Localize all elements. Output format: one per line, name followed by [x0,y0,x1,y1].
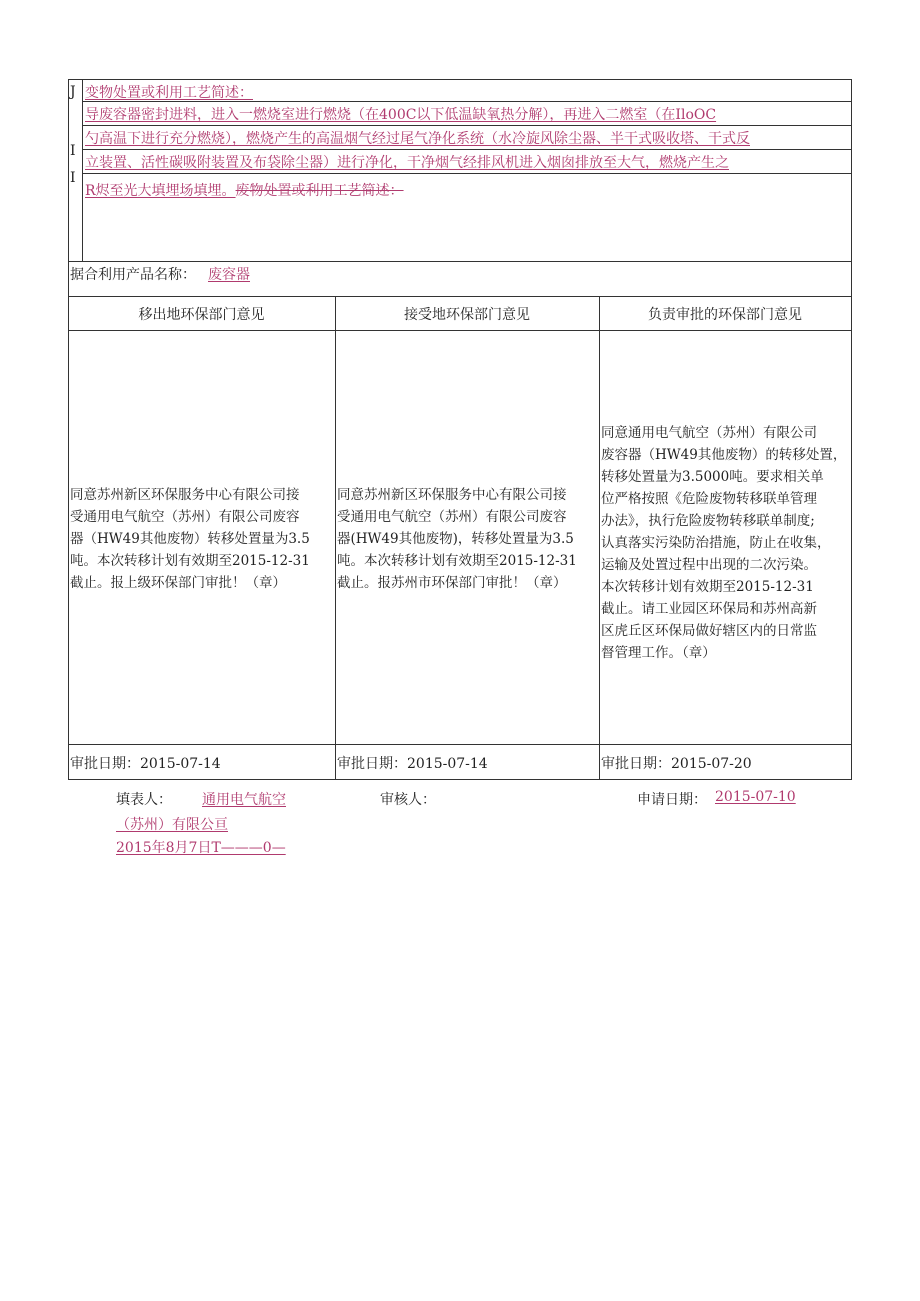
row-separator [82,125,851,126]
opinion-line: 同意苏州新区环保服务中心有限公司接 [337,487,567,503]
table-left-border [68,296,69,779]
process-line: 立装置、活性碳吸附装置及布袋除尘器）进行净化，干净烟气经排风机进入烟囱排放至大气，燃烧产生之 [85,155,729,171]
process-last-line [85,180,404,200]
opinion-line: 督管理工作。（章） [601,645,716,661]
receiver-approval-date: 审批日期：2015-07-14 [337,756,488,772]
reviewer-label: 审核人： [380,792,436,808]
receiver-opinion-text [337,484,599,594]
opinion-line: 吨。本次转移计划有效期至2015-12-31 [70,553,310,569]
opinion-line: 截止。报上级环保部门审批！（章） [70,575,286,591]
origin-opinion-text [70,484,334,594]
apply-date-value: 2015-07-10 [715,789,796,805]
sidebar-letter: J [70,84,76,100]
table-bottom-border [68,779,852,780]
opinion-line: 同意苏州新区环保服务中心有限公司接 [70,487,300,503]
opinion-line: 认真落实污染防治措施，防止在收集， [601,535,831,551]
approver-approval-date: 审批日期：2015-07-20 [601,756,752,772]
opinion-line: 办法》，执行危险废物转移联单制度; [601,513,815,529]
sidebar-letter: I [70,143,76,159]
right-border [851,79,852,779]
opinion-line: 区虎丘区环保局做好辖区内的日常监 [601,623,817,639]
opinion-line: 同意通用电气航空（苏州）有限公司 [601,425,817,441]
header-receiver-opinion: 接受地环保部门意见 [404,307,530,323]
origin-approval-date: 审批日期：2015-07-14 [70,756,221,772]
opinion-line: 位严格按照《危险废物转移联单管理 [601,491,817,507]
process-title: 变物处置或利用工艺简述： [85,85,253,101]
sidebar-divider [82,79,83,261]
process-last-line-prefix: R烬至光大填埋场填埋。 [85,183,236,199]
process-line: 勺高温下进行充分燃烧），燃烧产生的高温烟气经过尾气净化系统（水冷旋风除尘器、半干式吸收塔、干式反 [85,131,750,147]
opinion-line: 吨。本次转移计划有效期至2015-12-31 [337,553,577,569]
column-divider [599,296,600,779]
process-line: 导废容器密封进料，进入一燃烧室进行燃烧（在400C以下低温缺氧热分解），再进入二燃室（在IloOC [85,107,717,123]
date-row-top-border [68,744,852,745]
filler-label: 填表人： [116,792,172,808]
top-border [68,79,852,80]
opinion-line: 器（HW49其他废物）转移处置量为3.5 [70,531,310,547]
product-bottom-border [68,296,852,297]
header-origin-opinion: 移出地环保部门意见 [138,307,265,323]
approver-opinion-text [601,422,851,664]
opinion-line: 本次转移计划有效期至2015-12-31 [601,579,814,595]
product-label: 据合利用产品名称： [70,267,196,283]
left-border [68,79,69,296]
opinion-line: 受通用电气航空（苏州）有限公司废容 [337,509,567,525]
filler-value-line1: 通用电气航空 [202,792,286,808]
opinion-line: 废容器（HW49其他废物）的转移处置， [601,447,847,463]
apply-date-label: 申请日期： [637,792,707,808]
opinion-line: 截止。请工业园区环保局和苏州高新 [601,601,817,617]
opinion-line: 运输及处置过程中出现的二次污染。 [601,557,817,573]
product-value: 废容器 [208,267,250,283]
sidebar-letter: I [70,170,76,186]
header-bottom-border [68,330,852,331]
filler-value-line2: （苏州）有限公亘 [116,817,228,833]
column-divider [335,296,336,779]
header-approver-opinion: 负责审批的环保部门意见 [648,307,802,323]
row-separator [82,173,851,174]
opinion-line: 器(HW49其他废物)，转移处置量为3.5 [337,531,574,547]
opinion-line: 受通用电气航空（苏州）有限公司废容 [70,509,300,525]
product-top-border [68,261,852,262]
row-separator [82,149,851,150]
process-last-line-strike: 废物处置或利用工艺简述： [235,183,404,199]
opinion-line: 转移处置量为3.5000吨。要求相关单 [601,469,824,485]
opinion-line: 截止。报苏州市环保部门审批！（章） [337,575,567,591]
filler-value-line3: 2015年8月7日T———0— [116,840,286,856]
